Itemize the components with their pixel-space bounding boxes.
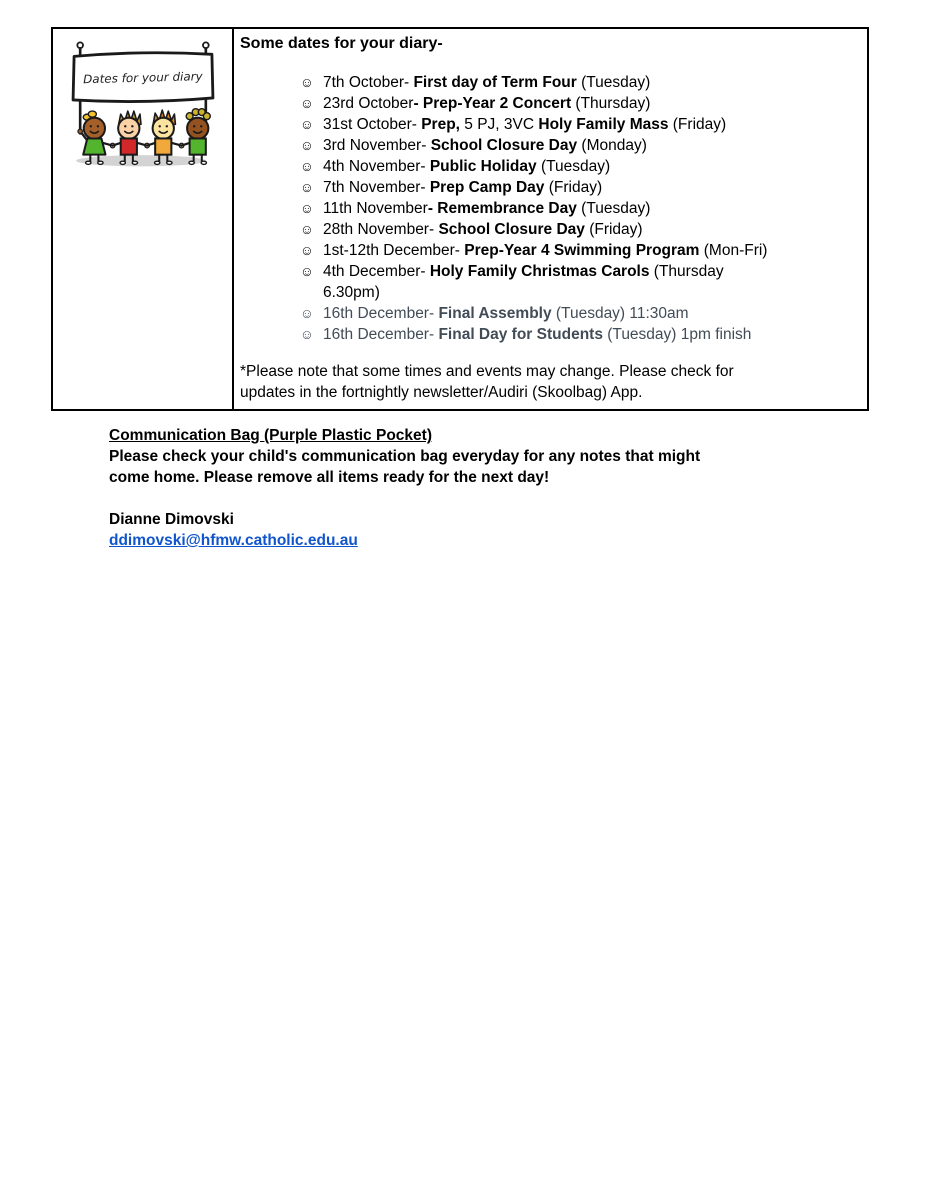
smiley-bullet-icon: ☺: [300, 201, 314, 216]
diary-image-cell: [53, 29, 234, 409]
smiley-bullet-icon: ☺: [300, 264, 314, 279]
diary-list: [240, 72, 859, 345]
diary-item: ☺ 7th November- Prep Camp Day (Friday): [300, 179, 603, 196]
smiley-bullet-icon: ☺: [300, 327, 314, 342]
diary-item: ☺ 3rd November- School Closure Day (Monday): [300, 137, 647, 154]
communication-section: [109, 425, 833, 551]
smiley-bullet-icon: ☺: [300, 306, 314, 321]
diary-title: Some dates for your diary-: [240, 35, 443, 52]
diary-item: ☺ 4th November- Public Holiday (Tuesday): [300, 158, 611, 175]
smiley-bullet-icon: ☺: [300, 222, 314, 237]
banner-text: Dates for your diary: [82, 69, 200, 87]
smiley-bullet-icon: ☺: [300, 75, 314, 90]
diary-item: ☺ 16th December- Final Assembly (Tuesday) 11:30am: [300, 305, 689, 322]
diary-item: ☺ 23rd October- Prep-Year 2 Concert (Thursday): [300, 95, 651, 112]
smiley-bullet-icon: ☺: [300, 243, 314, 258]
diary-item: ☺ 11th November- Remembrance Day (Tuesday): [300, 200, 651, 217]
email-link[interactable]: ddimovski@hfmw.catholic.edu.au: [109, 532, 358, 549]
communication-body: [109, 446, 833, 488]
diary-item: ☺ 28th November- School Closure Day (Friday): [300, 221, 643, 238]
smiley-bullet-icon: ☺: [300, 159, 314, 174]
signature-name: Dianne Dimovski: [109, 511, 234, 528]
dates-banner-clipart: [67, 39, 219, 168]
diary-content-cell: [234, 29, 867, 409]
diary-item: ☺ 31st October- Prep, 5 PJ, 3VC Holy Family Mass (Friday): [300, 116, 727, 133]
diary-item: ☺ 1st-12th December- Prep-Year 4 Swimming Program (Mon-Fri): [300, 242, 768, 259]
communication-body-line: come home. Please remove all items ready for the next day!: [109, 469, 550, 486]
smiley-bullet-icon: ☺: [300, 117, 314, 132]
communication-heading: Communication Bag (Purple Plastic Pocket): [109, 427, 432, 444]
diary-item: ☺ 16th December- Final Day for Students (Tuesday) 1pm finish: [300, 326, 752, 343]
communication-body-line: Please check your child's communication bag everyday for any notes that might: [109, 448, 701, 465]
shadow-ellipse: [76, 155, 206, 166]
diary-note-line: updates in the fortnightly newsletter/Audiri (Skoolbag) App.: [240, 384, 643, 401]
smiley-bullet-icon: ☺: [300, 180, 314, 195]
diary-item: ☺ 7th October- First day of Term Four (Tuesday): [300, 74, 651, 91]
diary-item: ☺ 4th December- Holy Family Christmas Carols (Thursday 6.30pm): [300, 263, 724, 301]
diary-note-line: *Please note that some times and events may change. Please check for: [240, 363, 734, 380]
smiley-bullet-icon: ☺: [300, 96, 314, 111]
diary-note: [240, 361, 859, 403]
smiley-bullet-icon: ☺: [300, 138, 314, 153]
child-4: [181, 109, 210, 165]
diary-table: [51, 27, 869, 411]
